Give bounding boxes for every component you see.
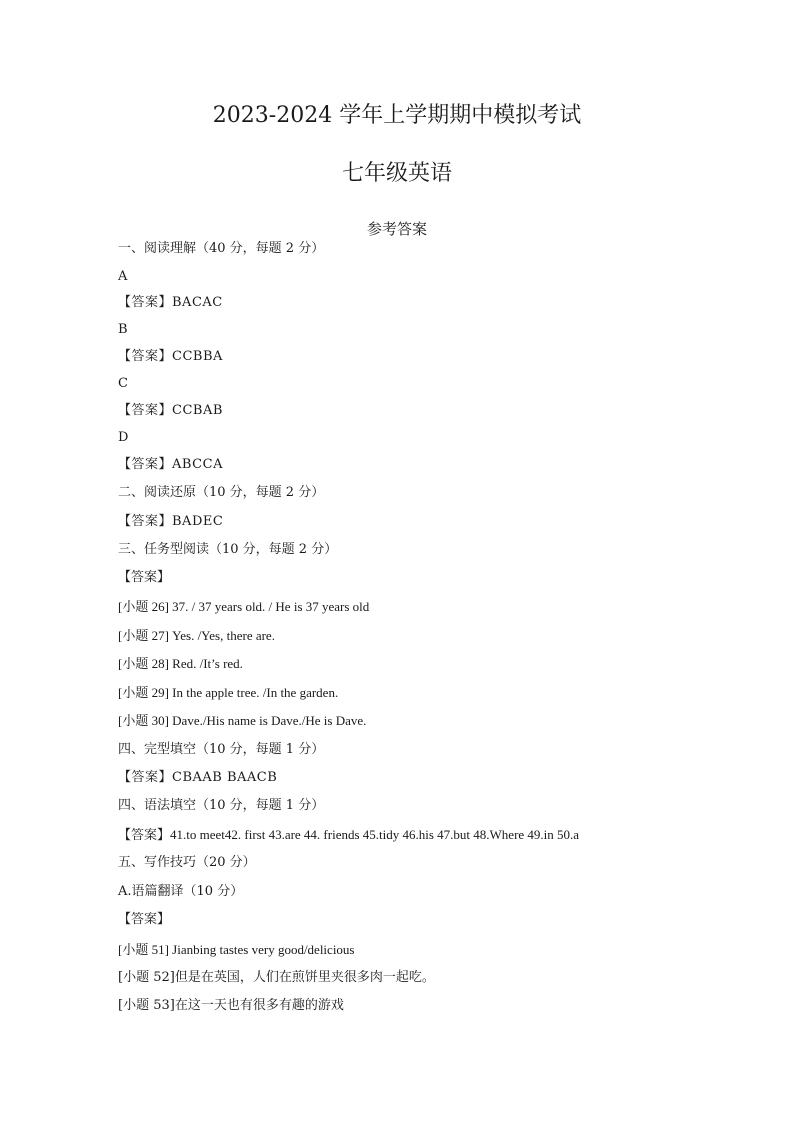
answer-item-28: [小题 28] Red. /It’s red. bbox=[118, 656, 243, 671]
answer-item-52: [小题 52]但是在英国，人们在煎饼里夹很多肉一起吃。 bbox=[118, 970, 435, 985]
section-heading-grammar: 四、语法填空（10 分，每题 1 分） bbox=[118, 798, 325, 813]
section-heading-task-reading: 三、任务型阅读（10 分，每题 2 分） bbox=[118, 542, 338, 557]
answer-item-29: [小题 29] In the apple tree. /In the garden. bbox=[118, 685, 339, 700]
subsection-heading-translation: A.语篇翻译（10 分） bbox=[118, 884, 244, 899]
passage-label-c: C bbox=[118, 376, 128, 391]
answer-item-30: [小题 30] Dave./His name is Dave./He is Dave. bbox=[118, 713, 367, 728]
passage-label-d: D bbox=[118, 430, 129, 445]
answer-item-53: [小题 53]在这一天也有很多有趣的游戏 bbox=[118, 998, 344, 1013]
section-heading-reading: 一、阅读理解（40 分，每题 2 分） bbox=[118, 241, 325, 256]
answer-item-26: [小题 26] 37. / 37 years old. / He is 37 years old bbox=[118, 599, 370, 614]
answer-line-c: 【答案】CCBAB bbox=[118, 403, 223, 418]
answer-line-a: 【答案】BACAC bbox=[118, 295, 223, 310]
answer-line-b: 【答案】CCBBA bbox=[118, 349, 223, 364]
answer-label-task: 【答案】 bbox=[118, 570, 171, 585]
exam-title: 2023-2024 学年上学期期中模拟考试 bbox=[212, 103, 582, 128]
answer-label-translation: 【答案】 bbox=[118, 912, 171, 927]
section-heading-restore: 二、阅读还原（10 分，每题 2 分） bbox=[118, 485, 325, 500]
answer-key-heading: 参考答案 bbox=[366, 220, 427, 238]
subject-title: 七年级英语 bbox=[341, 161, 452, 186]
answer-line-grammar: 【答案】41.to meet42. first 43.are 44. friends 45.tidy 46.his 47.but 48.Where 49.in 50.a bbox=[118, 827, 580, 842]
answer-item-27: [小题 27] Yes. /Yes, there are. bbox=[118, 628, 275, 643]
answer-line-cloze: 【答案】CBAAB BAACB bbox=[118, 770, 278, 785]
section-heading-cloze: 四、完型填空（10 分，每题 1 分） bbox=[118, 742, 325, 757]
passage-label-b: B bbox=[118, 322, 128, 337]
section-heading-writing: 五、写作技巧（20 分） bbox=[118, 855, 256, 870]
answer-line-d: 【答案】ABCCA bbox=[118, 457, 223, 472]
answer-line-restore: 【答案】BADEC bbox=[118, 514, 224, 529]
answer-item-51: [小题 51] Jianbing tastes very good/delicious bbox=[118, 942, 355, 957]
passage-label-a: A bbox=[118, 269, 128, 284]
